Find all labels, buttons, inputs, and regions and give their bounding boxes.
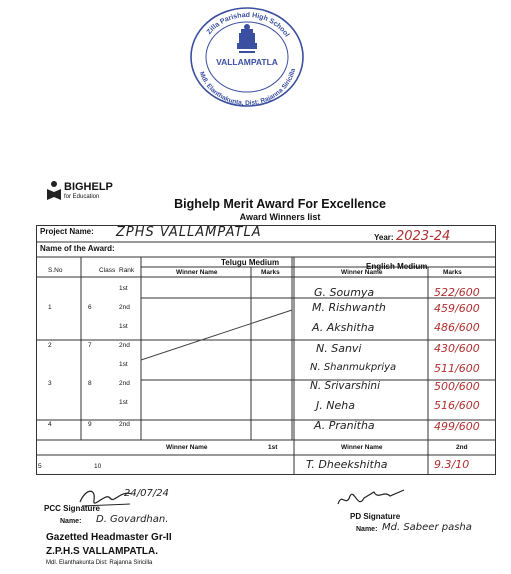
class-cell: 7 <box>88 342 92 349</box>
pd-name-value: Md. Sabeer pasha <box>382 522 472 533</box>
bighelp-logo <box>46 180 126 204</box>
english-winner-marks: 500/600 <box>434 380 480 393</box>
pd-signature-scribble <box>334 484 414 514</box>
award-table <box>36 225 496 475</box>
col-sno: S.No <box>48 267 63 274</box>
bighelp-logo-icon <box>46 180 62 202</box>
page-title: Bighelp Merit Award For Excellence <box>174 197 386 211</box>
english-winner-marks: 511/600 <box>434 362 480 375</box>
rank-cell: 2nd <box>119 421 130 428</box>
award-name-label: Name of the Award: <box>40 244 115 253</box>
pcc-date: 24/07/24 <box>124 488 169 499</box>
english-winner-name: N. Sanvi <box>316 342 362 355</box>
col-telugu-marks: Marks <box>261 269 280 276</box>
pd-signature-block <box>330 484 500 554</box>
col-english-marks: Marks <box>443 269 462 276</box>
english-winner-name: A. Akshitha <box>312 321 375 334</box>
english-winner-name: G. Soumya <box>314 286 375 299</box>
rank-cell: 1st <box>119 399 128 406</box>
pd-signature-label: PD Signature <box>350 512 401 521</box>
rank-cell: 1st <box>119 323 128 330</box>
pcc-name-value: D. Govardhan. <box>96 514 169 525</box>
sno-cell: 3 <box>48 380 52 387</box>
ssc-telugu-rank-header: 1st <box>268 444 278 451</box>
english-winner-name: T. Dheekshitha <box>306 458 388 471</box>
sno-cell: 2 <box>48 342 52 349</box>
english-winner-name: N. Srivarshini <box>310 380 381 392</box>
sno-cell: 4 <box>48 421 52 428</box>
col-english-winner: Winner Name <box>341 269 383 276</box>
rank-cell: 1st <box>119 285 128 292</box>
svg-text:Mdl. Elanthakunta, Dist: Rajan <box>198 68 297 107</box>
col-class: Class <box>99 267 116 274</box>
class-cell: 8 <box>88 380 92 387</box>
english-winner-name: J. Neha <box>316 399 355 412</box>
english-winner-marks: 9.3/10 <box>434 458 470 471</box>
pcc-signature-label: PCC Signature <box>44 504 101 513</box>
project-value: ZPHS VALLAMPATLA <box>116 225 262 240</box>
rank-cell: 2nd <box>119 304 130 311</box>
pcc-stamp-line1: Gazetted Headmaster Gr-II <box>46 532 172 543</box>
rank-cell: 2nd <box>119 342 130 349</box>
pcc-stamp-line3: Mdl. Elanthakunta Dist: Rajanna Siricilla <box>46 560 153 566</box>
seal-bottom-text: Mdl. Elanthakunta, Dist: Rajanna Siricilla <box>197 67 298 108</box>
col-english-medium: English Medium <box>366 262 428 271</box>
logo-name: BIGHELP <box>64 181 113 193</box>
class-cell: 10 <box>94 463 102 470</box>
english-winner-name: N. Shanmukpriya <box>310 362 397 373</box>
english-winner-marks: 459/600 <box>434 302 480 315</box>
project-label: Project Name: <box>40 227 94 236</box>
logo-tagline: for Education <box>64 194 100 200</box>
english-winner-marks: 430/600 <box>434 342 480 355</box>
year-value: 2023-24 <box>396 229 451 244</box>
seal-arc-text: Zilla Parishad High School <box>205 11 291 39</box>
english-winner-marks: 522/600 <box>434 286 480 299</box>
rank-cell: 2nd <box>119 380 130 387</box>
english-winner-marks: 486/600 <box>434 321 480 334</box>
pcc-stamp-line2: Z.P.H.S VALLAMPATLA. <box>46 546 159 557</box>
ssc-telugu-winner-header: Winner Name <box>166 444 208 451</box>
pcc-signature-block <box>40 484 240 572</box>
class-cell: 6 <box>88 304 92 311</box>
class-cell: 9 <box>88 421 92 428</box>
ssc-english-rank-header: 2nd <box>456 444 468 451</box>
ssc-english-winner-header: Winner Name <box>341 444 383 451</box>
col-telugu-medium: Telugu Medium <box>221 258 280 267</box>
pd-name-label: Name: <box>356 526 378 533</box>
sno-cell: 5 <box>38 463 42 470</box>
col-telugu-winner: Winner Name <box>176 269 218 276</box>
english-winner-marks: 499/600 <box>434 420 480 433</box>
english-winner-marks: 516/600 <box>434 399 480 412</box>
year-label: Year: <box>374 233 394 242</box>
col-rank: Rank <box>119 267 135 274</box>
english-winner-name: M. Rishwanth <box>312 301 386 314</box>
school-seal <box>188 5 306 109</box>
page-subtitle: Award Winners list <box>239 212 321 222</box>
sno-cell: 1 <box>48 304 52 311</box>
seal-center-text: VALLAMPATLA <box>216 57 278 67</box>
rank-cell: 1st <box>119 361 128 368</box>
pcc-name-label: Name: <box>60 518 82 525</box>
english-winner-name: A. Pranitha <box>314 419 375 432</box>
